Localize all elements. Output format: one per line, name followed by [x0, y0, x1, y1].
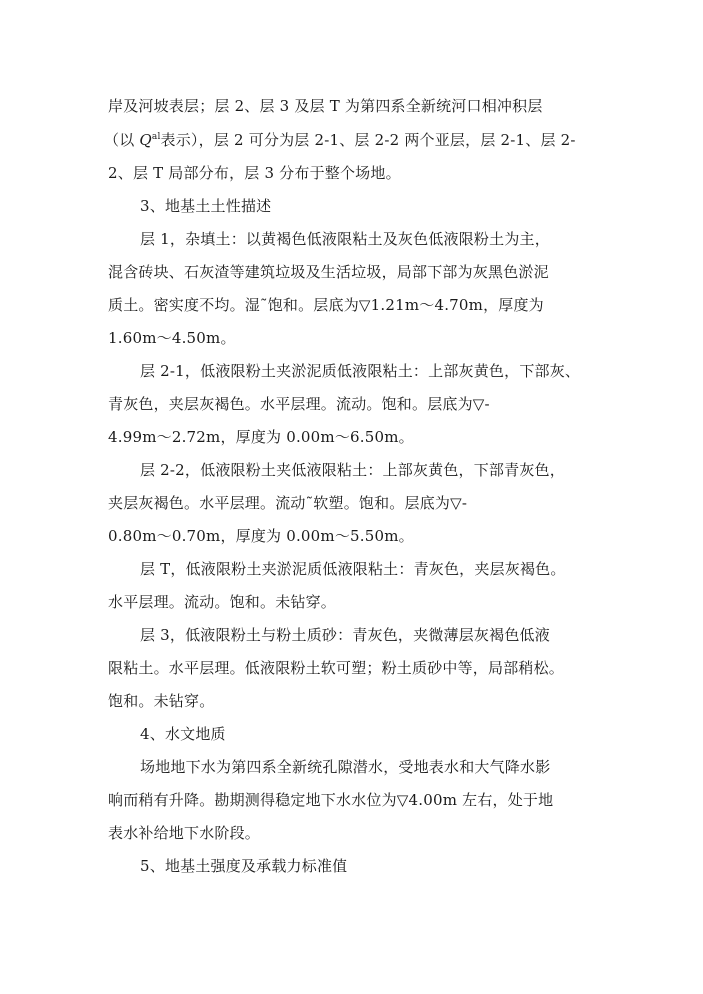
quaternary-symbol: Q	[139, 131, 152, 149]
text-line-7: 质土。密实度不均。湿˜饱和。层底为▽1.21m～4.70m，厚度为	[108, 296, 544, 314]
text-line-10: 青灰色，夹层灰褐色。水平层理。流动。饱和。层底为▽-	[108, 395, 490, 413]
text-line-15: 层 T，低液限粉土夹淤泥质低液限粘土：青灰色，夹层灰褐色。	[140, 560, 566, 578]
text-line-2	[104, 130, 576, 150]
section-heading-4: 4、水文地质	[140, 725, 226, 743]
quaternary-superscript: al	[151, 132, 161, 142]
text-line-2-suffix: 表示），层 2 可分为层 2-1、层 2-2 两个亚层，层 2-1、层 2-	[160, 131, 576, 149]
text-line-21: 场地地下水为第四系全新统孔隙潜水，受地表水和大气降水影	[140, 758, 551, 776]
text-line-5: 层 1，杂填土：以黄褐色低液限粘土及灰色低液限粉土为主，	[140, 230, 550, 248]
text-line-22: 响而稍有升降。勘期测得稳定地下水水位为▽4.00m 左右，处于地	[108, 791, 554, 809]
text-line-9: 层 2-1，低液限粉土夹淤泥质低液限粘土：上部灰黄色，下部灰、	[140, 362, 581, 380]
text-line-17: 层 3，低液限粉土与粉土质砂：青灰色，夹微薄层灰褐色低液	[140, 626, 550, 644]
text-line-18: 限粘土。水平层理。低液限粉土软可塑；粉土质砂中等，局部稍松。	[108, 659, 565, 677]
text-line-16: 水平层理。流动。饱和。未钻穿。	[108, 593, 337, 611]
text-line-23: 表水补给地下水阶段。	[108, 824, 261, 842]
text-line-13: 夹层灰褐色。水平层理。流动˜软塑。饱和。层底为▽-	[108, 494, 468, 512]
text-line-12: 层 2-2，低液限粉土夹低液限粘土：上部灰黄色，下部青灰色，	[140, 461, 565, 479]
text-line-6: 混含砖块、石灰渣等建筑垃圾及生活垃圾，局部下部为灰黑色淤泥	[108, 263, 549, 281]
text-line-11: 4.99m～2.72m，厚度为 0.00m～6.50m。	[108, 428, 414, 446]
text-line-14: 0.80m～0.70m，厚度为 0.00m～5.50m。	[108, 527, 414, 545]
text-line-1: 岸及河坡表层；层 2、层 3 及层 T 为第四系全新统河口相冲积层	[108, 97, 543, 115]
section-heading-5: 5、地基土强度及承载力标准值	[140, 857, 348, 875]
text-line-8: 1.60m～4.50m。	[108, 329, 236, 347]
text-line-3: 2、层 T 局部分布，层 3 分布于整个场地。	[108, 164, 401, 182]
text-line-19: 饱和。未钻穿。	[108, 692, 215, 710]
section-heading-3: 3、地基土土性描述	[140, 197, 272, 215]
text-line-2-prefix: （以	[104, 131, 140, 149]
